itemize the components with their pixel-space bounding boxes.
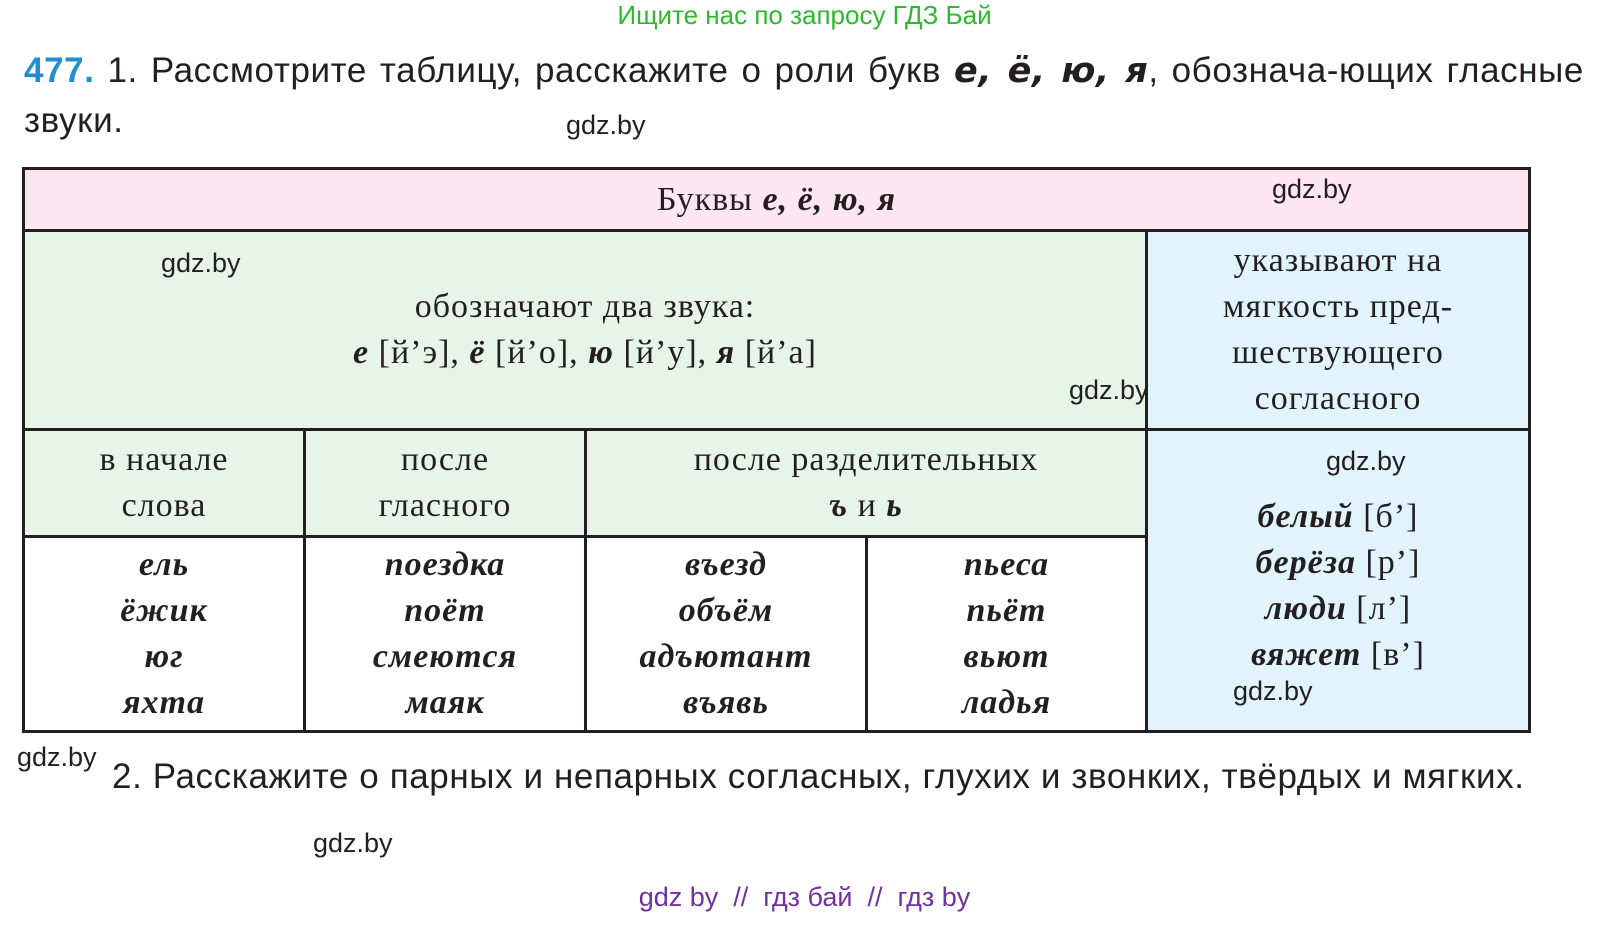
words-column-soft-sign <box>865 535 1148 733</box>
col-header-start: в начале слова <box>22 428 306 538</box>
word: въезд <box>685 546 767 583</box>
task-part1-end: , обознача-ющих гласные звуки. <box>24 51 1584 140</box>
softness-example: берёза [р’] <box>1255 543 1421 581</box>
task-part1-letters: е, ё, ю, я <box>954 51 1149 91</box>
word: объём <box>678 592 774 629</box>
softness-cell <box>1145 229 1531 431</box>
softness-example: люди [л’] <box>1264 589 1412 627</box>
words-column-hard-sign <box>584 535 868 733</box>
word: въявь <box>683 684 769 721</box>
word: пьёт <box>966 592 1047 629</box>
watermark: gdz.by <box>313 828 393 858</box>
top-banner: Ищите нас по запросу ГДЗ Бай <box>617 0 992 30</box>
word: вьют <box>963 638 1050 675</box>
watermark: gdz.by <box>1069 375 1149 405</box>
word: ёжик <box>120 592 208 629</box>
watermark: gdz.by <box>1233 676 1313 706</box>
two-sounds-list: е [й’э], ё [й’о], ю [й’у], я [й’а] <box>353 334 817 371</box>
softness-example: вяжет [в’] <box>1251 635 1425 673</box>
task-number: 477. <box>24 51 95 90</box>
word: адъютант <box>639 638 813 675</box>
table-header-text: Буквы <box>656 180 763 218</box>
watermark: gdz.by <box>1326 446 1406 476</box>
task-part1-text: 1. Рассмотрите таблицу, расскажите о роли букв <box>94 51 955 90</box>
footer-watermark: gdz by // гдз бай // гдз by <box>638 882 971 912</box>
watermark: gdz.by <box>1272 174 1352 204</box>
word: ладья <box>961 684 1052 721</box>
table-header-letters: е, ё, ю, я <box>762 180 897 218</box>
watermark: gdz.by <box>17 742 97 772</box>
task-part2: 2. Расскажите о парных и непарных согласных, глухих и звонких, твёрдых и мягких. <box>112 757 1525 796</box>
watermark: gdz.by <box>566 110 646 140</box>
two-sounds-label: обозначают два звука: <box>414 288 756 325</box>
softness-example: белый [б’] <box>1257 497 1419 535</box>
word: ель <box>138 546 190 583</box>
task-part1 <box>24 46 1584 145</box>
word: маяк <box>405 684 485 721</box>
word: пьеса <box>963 546 1050 583</box>
word: яхта <box>123 684 205 721</box>
col-header-after-vowel: после гласного <box>303 428 587 538</box>
word: поёт <box>404 592 486 629</box>
words-column-start <box>22 535 306 733</box>
word: смеются <box>372 638 518 675</box>
watermark: gdz.by <box>161 248 241 278</box>
softness-label-3: шествующего <box>1232 334 1444 371</box>
word: юг <box>144 638 184 675</box>
col-header-after-separator: после разделительных ъ и ь <box>584 428 1148 538</box>
softness-label-2: мягкость пред- <box>1222 288 1454 325</box>
softness-label-4: согласного <box>1254 380 1422 417</box>
softness-label-1: указывают на <box>1233 242 1443 279</box>
words-column-after-vowel <box>303 535 587 733</box>
word: поездка <box>384 546 506 583</box>
